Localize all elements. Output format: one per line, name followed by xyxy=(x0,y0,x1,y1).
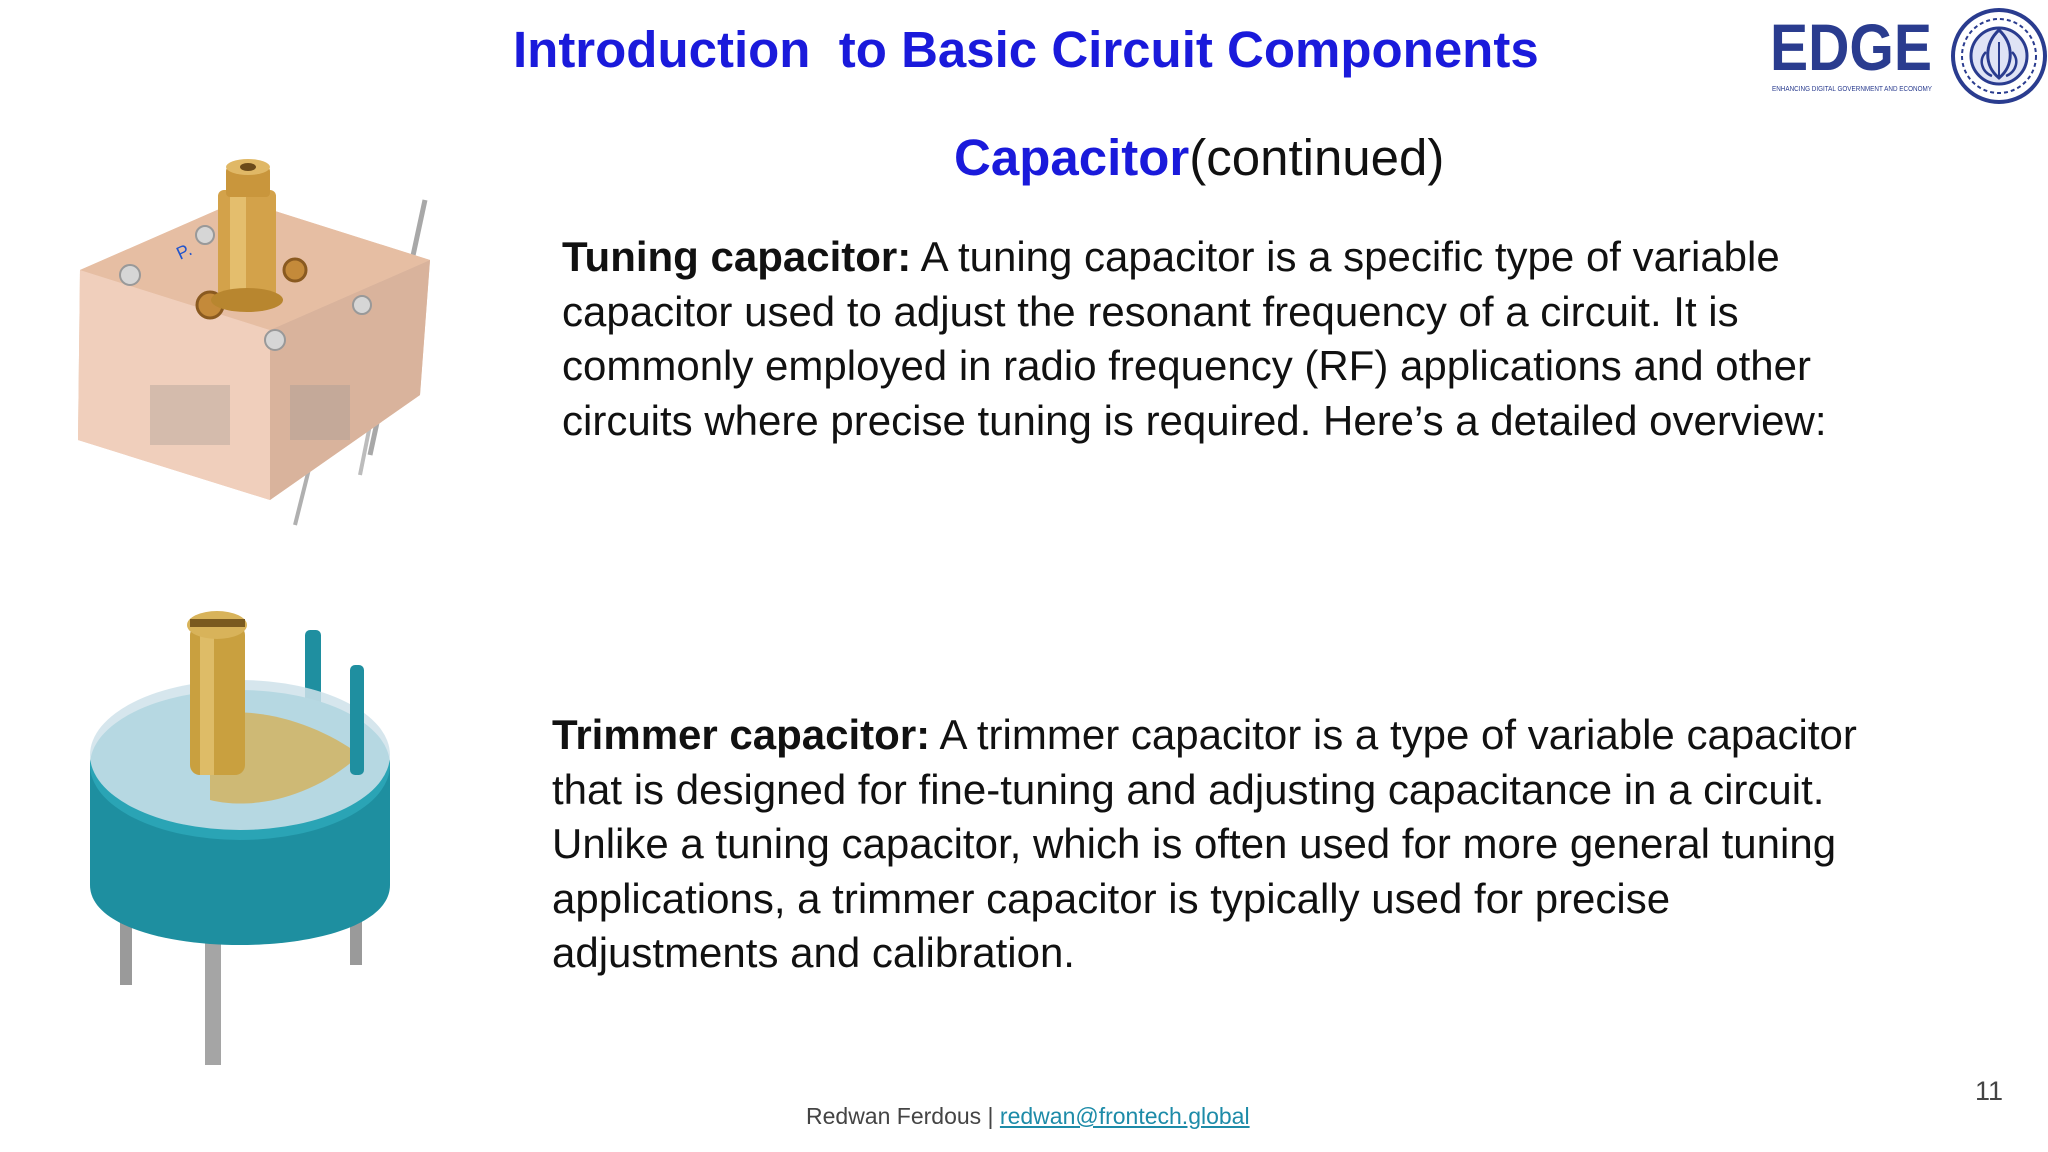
footer-author: Redwan Ferdous xyxy=(806,1103,982,1129)
slide-title: Introduction to Basic Circuit Components xyxy=(513,21,1539,78)
trimmer-capacitor-heading: Trimmer capacitor: xyxy=(552,711,931,758)
edge-logo xyxy=(1770,0,2048,124)
edge-logo-text: EDGE xyxy=(1770,10,1932,84)
footer xyxy=(806,1103,1250,1130)
tuning-capacitor-description xyxy=(562,230,1882,448)
footer-separator: | xyxy=(981,1103,1000,1129)
svg-text:P.: P. xyxy=(173,239,196,264)
subtitle-highlight: Capacitor xyxy=(954,129,1190,186)
tuning-capacitor-image xyxy=(60,155,500,535)
trimmer-capacitor-image xyxy=(60,585,440,1075)
page-number: 11 xyxy=(1975,1076,2004,1106)
university-seal-icon xyxy=(1953,10,2045,102)
tuning-capacitor-heading: Tuning capacitor: xyxy=(562,233,912,280)
edge-logo-tagline: ENHANCING DIGITAL GOVERNMENT AND ECONOMY xyxy=(1772,84,1932,93)
subtitle-rest: (continued) xyxy=(1189,129,1445,186)
tuning-capacitor-body: A tuning capacitor is a specific type of variable capacitor used to adjust the resonant frequency of a circuit. It is commonly employed in radio frequency (RF) applications and other circuits where precise tuning is required. Here’s a detailed overview: xyxy=(562,233,1827,444)
footer-email-link[interactable]: redwan@frontech.global xyxy=(999,1103,1250,1129)
trimmer-capacitor-description xyxy=(552,708,1882,981)
slide-subtitle xyxy=(954,128,1444,187)
trimmer-capacitor-body: A trimmer capacitor is a type of variable capacitor that is designed for fine-tuning and adjusting capacitance in a circuit. Unlike a tuning capacitor, which is often used for more general tuning applications, a trimmer capacitor is typically used for precise adjustments and calibration. xyxy=(552,711,1857,976)
